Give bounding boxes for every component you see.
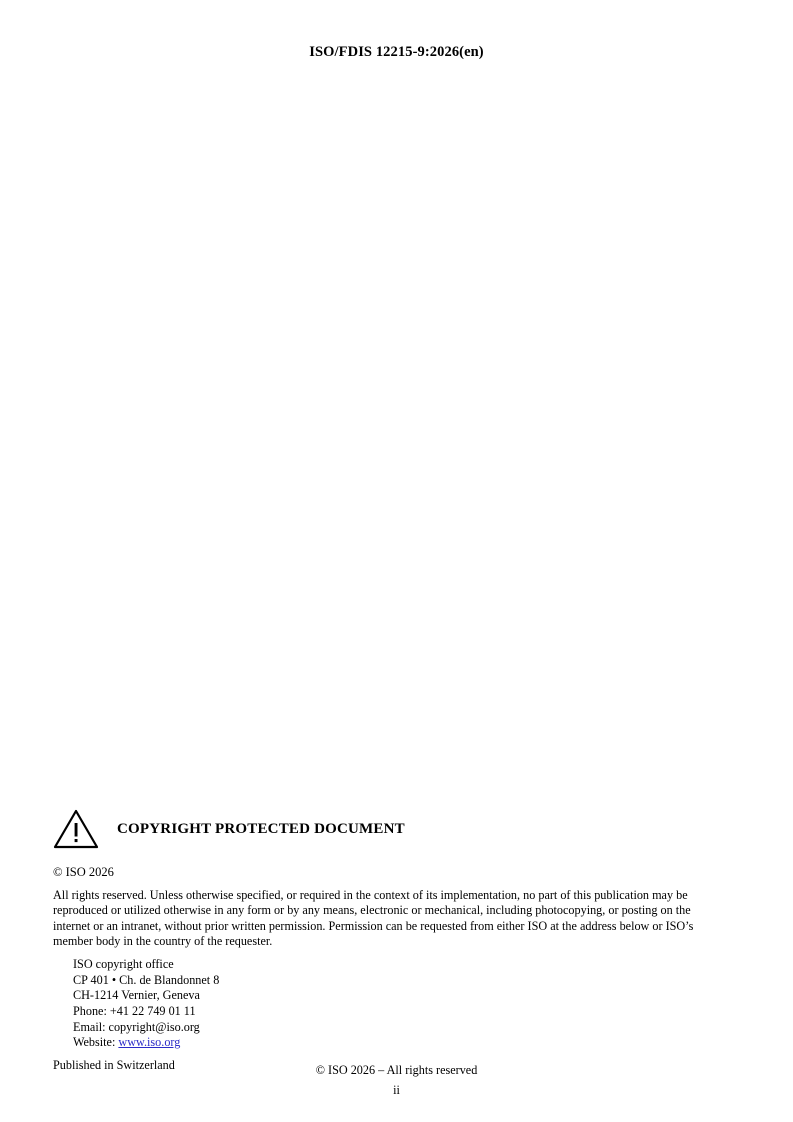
copyright-address — [73, 957, 713, 1051]
iso-website-link[interactable]: www.iso.org — [118, 1035, 181, 1050]
address-line-cp: CP 401 • Ch. de Blandonnet 8 — [73, 972, 220, 987]
address-line-office: ISO copyright office — [73, 957, 174, 972]
page-header: ISO/FDIS 12215-9:2026(en) — [309, 44, 484, 60]
page-number: ii — [393, 1083, 400, 1097]
address-line-phone: Phone: +41 22 749 01 11 — [73, 1003, 196, 1018]
copyright-title: COPYRIGHT PROTECTED DOCUMENT — [117, 820, 405, 837]
published-in: Published in Switzerland — [53, 1057, 175, 1072]
website-label: Website: — [73, 1035, 119, 1050]
copyright-title-row — [53, 806, 713, 852]
address-line-city: CH-1214 Vernier, Geneva — [73, 988, 200, 1003]
page-footer: © ISO 2026 – All rights reserved — [315, 1063, 478, 1077]
address-line-website — [73, 1035, 713, 1051]
copyright-rights-paragraph: All rights reserved. Unless otherwise specified, or required in the context of its implementation, no part of this publication may be reproduced or utilized otherwise in any form or by any means, electronic or mechanical, including photocopying, or posting on the internet or an intranet, without prior written permission. Permission can be requested from either ISO at the address below or ISO’s member body in the country of the requester. — [53, 887, 694, 949]
address-line-email: Email: copyright@iso.org — [73, 1019, 200, 1034]
copyright-year: © ISO 2026 — [53, 865, 114, 879]
warning-triangle-icon — [53, 808, 99, 850]
copyright-notice — [53, 806, 713, 1073]
